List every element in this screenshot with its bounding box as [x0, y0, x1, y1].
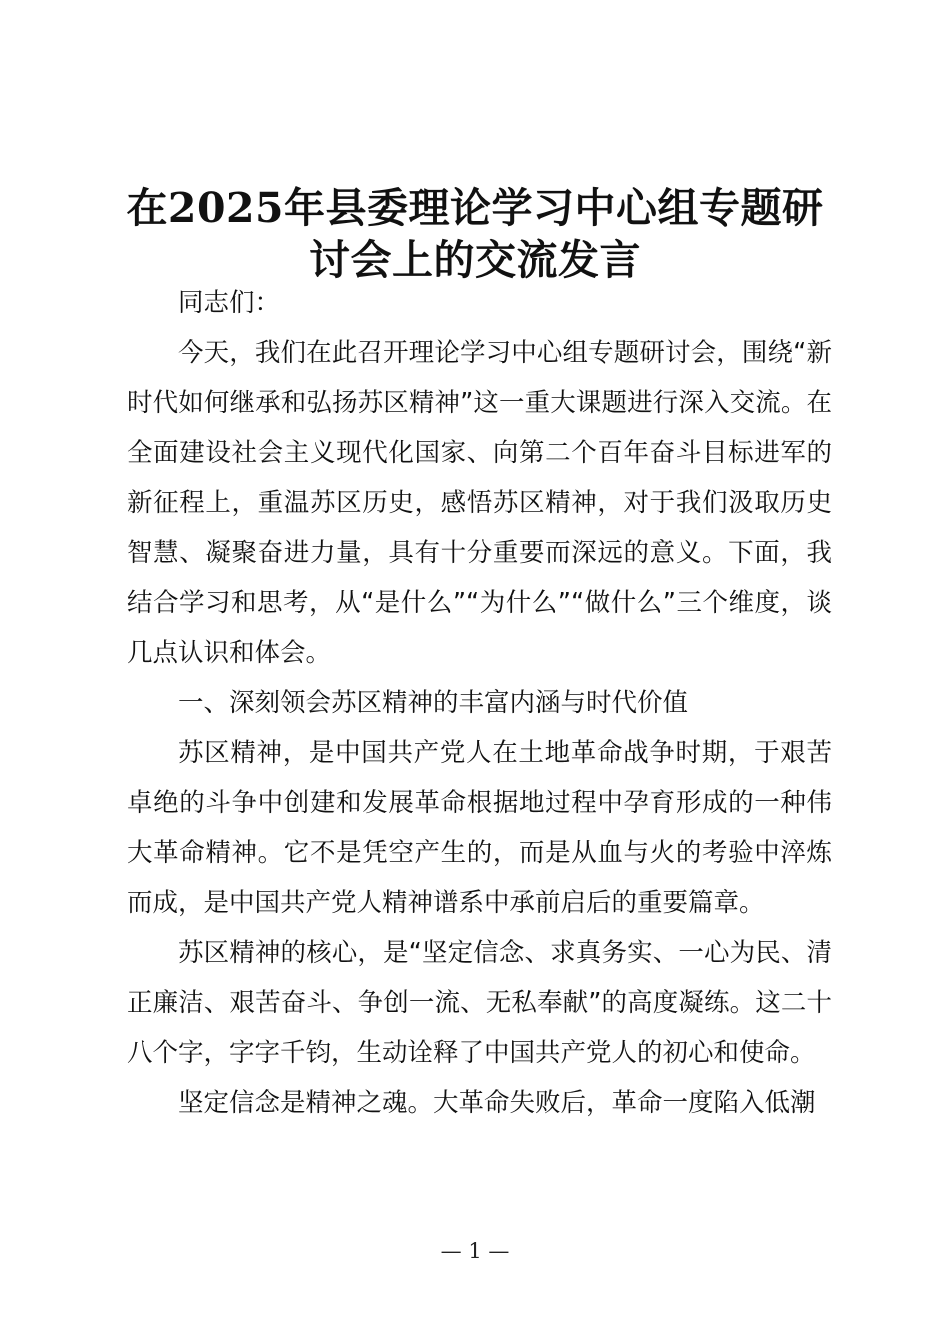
paragraph-4: 坚定信念是精神之魂。大革命失败后，革命一度陷入低潮: [178, 1088, 816, 1118]
page-number: — 1 —: [440, 1239, 510, 1263]
section-heading-1: 一、深刻领会苏区精神的丰富内涵与时代价值: [178, 688, 689, 718]
paragraph-2: 苏区精神，是中国共产党人在土地革命战争时期，于艰苦卓绝的斗争中创建和发展革命根据地过程中孕育形成的一种伟大革命精神。它不是凭空产生的，而是从血与火的考验中淬炼而成，是中国共产党人精神谱系中承前启后的重要篇章。: [127, 738, 832, 918]
document-title: [110, 182, 840, 286]
title-line-2: 讨会上的交流发言: [309, 236, 641, 284]
paragraph-intro: 今天，我们在此召开理论学习中心组专题研讨会，围绕“新时代如何继承和弘扬苏区精神”这一重大课题进行深入交流。在全面建设社会主义现代化国家、向第二个百年奋斗目标进军的新征程上，重温苏区历史，感悟苏区精神，对于我们汲取历史智慧、凝聚奋进力量，具有十分重要而深远的意义。下面，我结合学习和思考，从“是什么”“为什么”“做什么”三个维度，谈几点认识和体会。: [127, 338, 832, 668]
greeting: 同志们：: [178, 288, 281, 318]
title-line-1: 在2025年县委理论学习中心组专题研: [126, 184, 824, 232]
paragraph-3: 苏区精神的核心，是“坚定信念、求真务实、一心为民、清正廉洁、艰苦奋斗、争创一流、无私奉献”的高度凝练。这二十八个字，字字千钧，生动诠释了中国共产党人的初心和使命。: [127, 938, 832, 1068]
document-body: [127, 278, 832, 1128]
